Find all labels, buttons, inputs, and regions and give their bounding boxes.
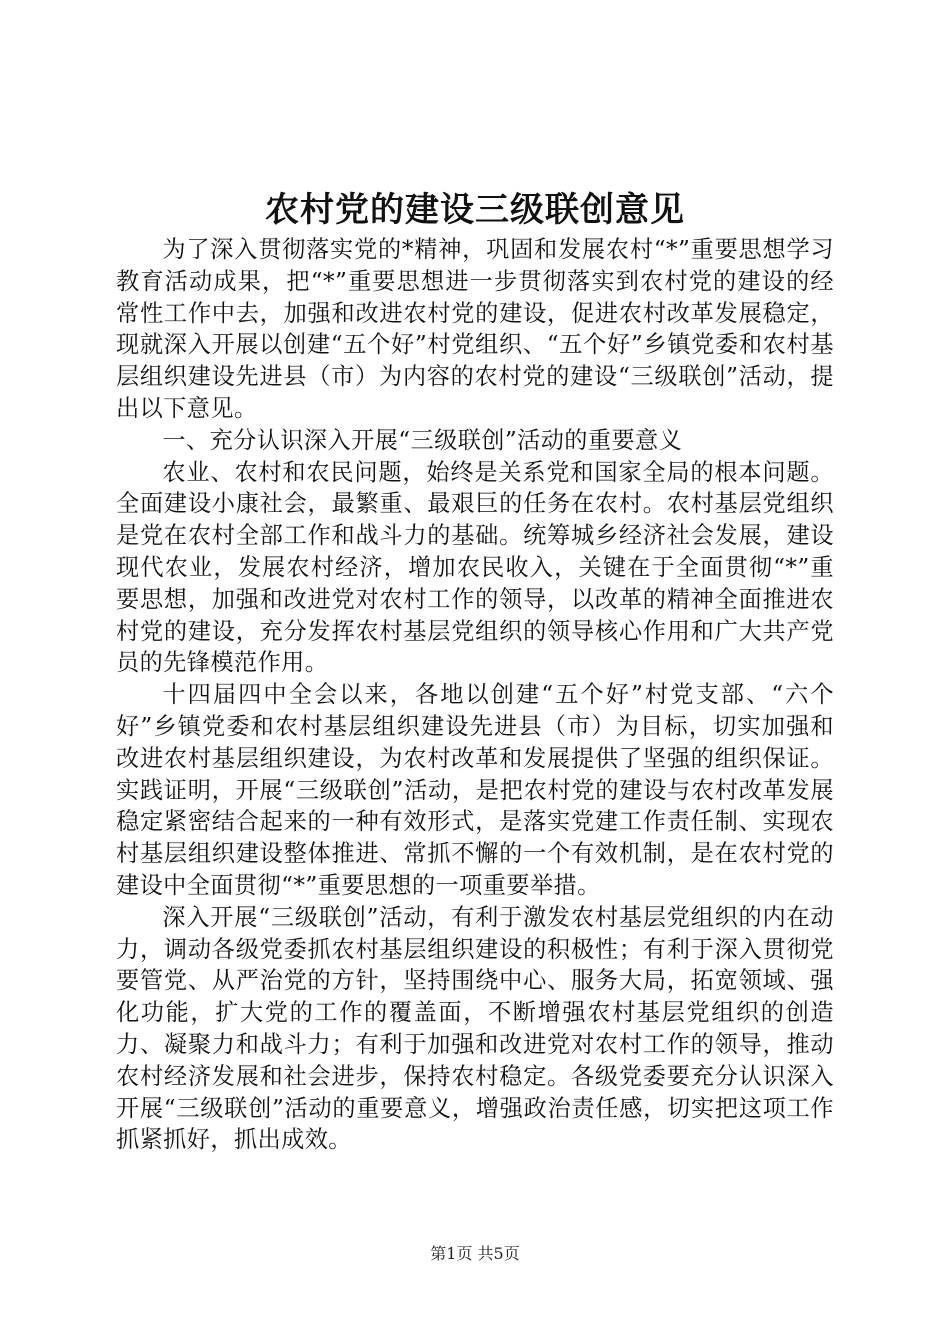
page-footer: 第1页 共5页: [430, 1244, 520, 1263]
paragraph-intro: 为了深入贯彻落实党的*精神，巩固和发展农村“*”重要思想学习教育活动成果，把“*”重要思想进一步贯彻落实到农村党的建设的经常性工作中去，加强和改进农村党的建设，促进农村改革发展稳定，现就深入开展以创建“五个好”村党组织、“五个好”乡镇党委和农村基层组织建设先进县（市）为内容的农村党的建设“三级联创”活动，提出以下意见。: [116, 236, 834, 422]
paragraph-benefits: 深入开展“三级联创”活动，有利于激发农村基层党组织的内在动力，调动各级党委抓农村基层组织建设的积极性；有利于深入贯彻党要管党、从严治党的方针，坚持围绕中心、服务大局，拓宽领域、强化功能，扩大党的工作的覆盖面，不断增强农村基层党组织的创造力、凝聚力和战斗力；有利于加强和改进党对农村工作的领导，推动农村经济发展和社会进步，保持农村稳定。各级党委要充分认识深入开展“三级联创”活动的重要意义，增强政治责任感，切实把这项工作抓紧抓好，抓出成效。: [116, 903, 834, 1154]
document-body: [116, 234, 834, 1156]
document-title: 农村党的建设三级联创意见: [265, 190, 685, 230]
section-heading: 一、充分认识深入开展“三级联创”活动的重要意义: [162, 426, 683, 454]
paragraph-since-plenum: 十四届四中全会以来，各地以创建“五个好”村党支部、“六个好”乡镇党委和农村基层组织建设先进县（市）为目标，切实加强和改进农村基层组织建设，为农村改革和发展提供了坚强的组织保证。实践证明，开展“三级联创”活动，是把农村党的建设与农村改革发展稳定紧密结合起来的一种有效形式，是落实党建工作责任制、实现农村基层组织建设整体推进、常抓不懈的一个有效机制，是在农村党的建设中全面贯彻“*”重要思想的一项重要举措。: [116, 681, 834, 899]
paragraph-rural-issues: 农业、农村和农民问题，始终是关系党和国家全局的根本问题。全面建设小康社会，最繁重、最艰巨的任务在农村。农村基层党组织是党在农村全部工作和战斗力的基础。统筹城乡经济社会发展，建设现代农业，发展农村经济，增加农民收入，关键在于全面贯彻“*”重要思想，加强和改进党对农村工作的领导，以改革的精神全面推进农村党的建设，充分发挥农村基层党组织的领导核心作用和广大共产党员的先锋模范作用。: [116, 458, 834, 677]
